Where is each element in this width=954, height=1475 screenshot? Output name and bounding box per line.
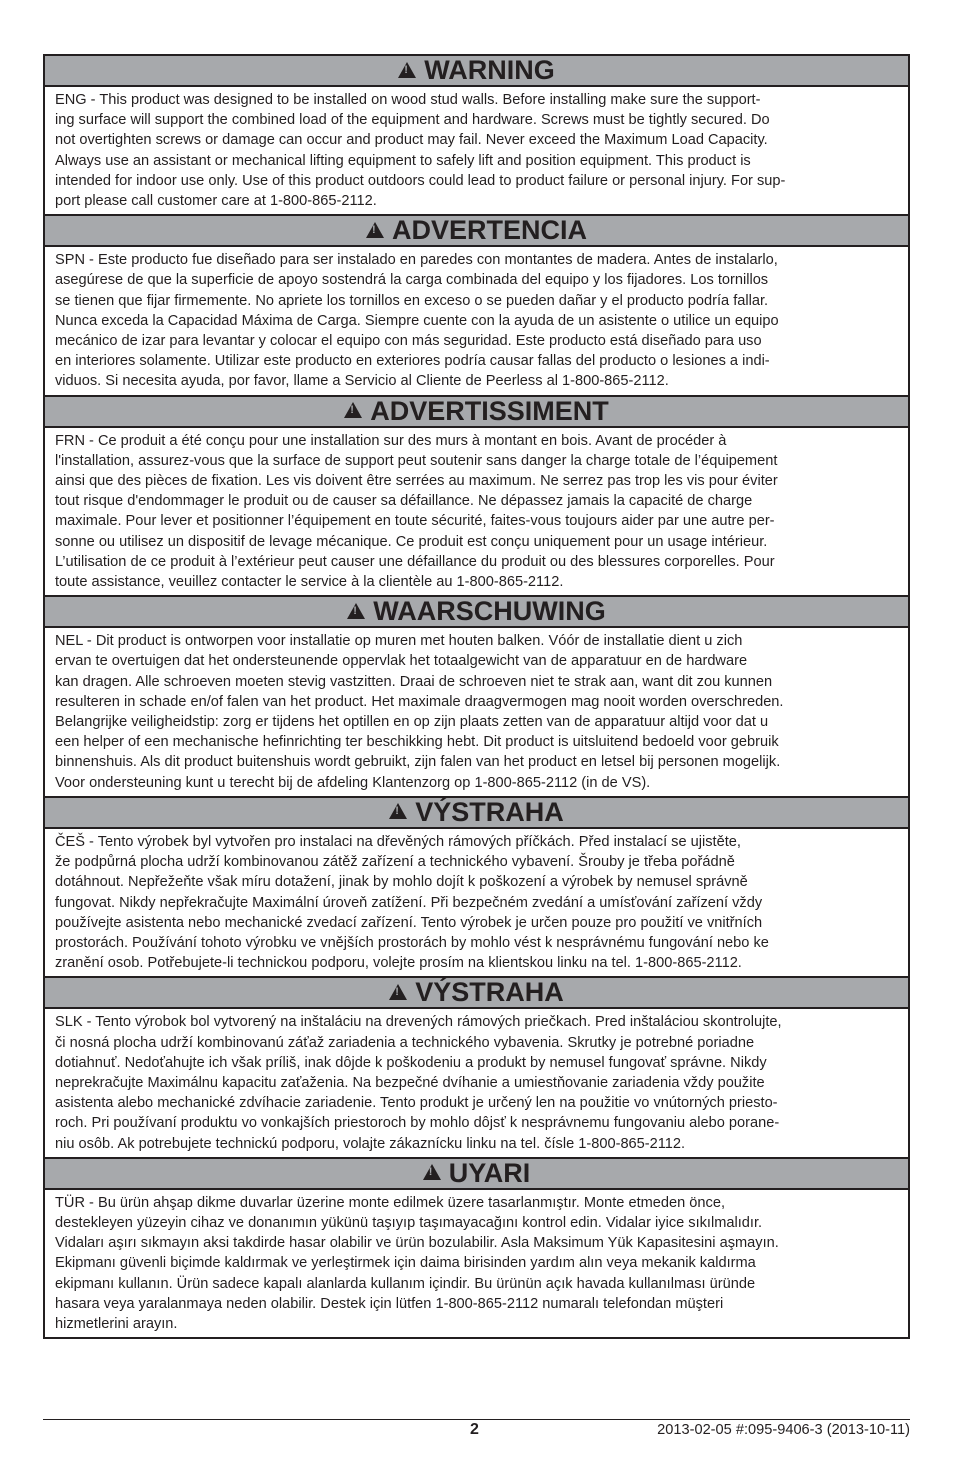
section-header: [45, 597, 908, 628]
section-text-line: niu osôb. Ak potrebujete technickú podporu, volajte zákaznícku linku na tel. čísle 1-800-865-2112.: [55, 1135, 686, 1152]
section-text-line: maximale. Pour lever et positionner l’équipement en toute sécurité, faites-vous toujours aider par une autre per-: [55, 513, 775, 530]
section-title: WAARSCHUWING: [373, 596, 606, 627]
section-text-line: NEL - Dit product is ontworpen voor installatie op muren met houten balken. Vóór de installatie dient u zich: [55, 633, 743, 650]
section-text-line: kan dragen. Alle schroeven moeten stevig vastzitten. Draai de schroeven niet te strak aan, want dit zou kunnen: [55, 673, 773, 690]
section-text-line: viduos. Si necesita ayuda, por favor, llame a Servicio al Cliente de Peerless al 1-800-865-2112.: [55, 373, 669, 390]
section-text-line: dotáhnout. Nepřežeňte však míru dotažení, jinak by mohlo dojít k poškození a výrobek by nemusel správně: [55, 874, 748, 891]
section-text-line: roch. Pri používaní produktu vo vonkajších priestoroch by mohlo dôjsť k nesprávnemu fungovaniu alebo porane-: [55, 1115, 780, 1132]
section-text-line: fungovat. Nikdy nepřekračujte Maximální úroveň zatížení. Při bezpečném zvedání a umísťování zařízení vždy: [55, 894, 763, 911]
section-text-line: TÜR - Bu ürün ahşap dikme duvarlar üzerine monte edilmek üzere tasarlanmıştır. Monte etmeden önce,: [55, 1194, 726, 1211]
section-text-line: SPN - Este producto fue diseñado para ser instalado en paredes con montantes de madera. Antes de instalarlo,: [55, 252, 778, 269]
section-title: ADVERTISSIMENT: [370, 395, 609, 426]
section-title: ADVERTENCIA: [391, 215, 587, 246]
warning-triangle-icon: [423, 1164, 441, 1180]
section-text-line: L’utilisation de ce produit à l’extérieur peut causer une défaillance du produit ou des blessures corporelles. Pour: [55, 553, 775, 570]
section-text-line: neprekračujte Maximálnu kapacitu zaťaženia. Na bezpečné dvíhanie a umiestňovanie zariadenia vždy použite: [55, 1074, 765, 1091]
section-header: [45, 1159, 908, 1190]
section-title: WARNING: [424, 55, 555, 85]
warning-triangle-icon: [398, 62, 416, 78]
section-header: [45, 397, 908, 428]
section-header: [45, 56, 908, 87]
section-text-line: en interiores solamente. Utilizar este producto en exteriores podría causar fallas del producto o lesiones a indi-: [55, 353, 770, 370]
section-text-line: intended for indoor use only. Use of this product outdoors could lead to product failure or personal injury. For sup-: [55, 172, 786, 189]
section-text-line: destekleyen yüzeyin cihaz ve donanımın yükünü taşıyıp taşımayacağını kontrol edin. Vidalar iyice sıkılmalıdır.: [55, 1214, 763, 1231]
section-text-line: SLK - Tento výrobok bol vytvorený na inštaláciu na drevených rámových priečkach. Pred inštaláciou skontrolujte,: [55, 1014, 782, 1031]
warnings-table: [43, 54, 910, 1339]
section-text-line: prostorách. Používání tohoto výrobku ve vnějších prostorách by mohlo vést k nesprávnému fungování nebo ke: [55, 934, 769, 951]
section-text-line: zranění osob. Potřebujete-li technickou podporu, volejte prosím na klientskou linku na tel. 1-800-865-2112.: [55, 955, 742, 972]
section-title: UYARI: [448, 1157, 531, 1188]
section-text-line: Always use an assistant or mechanical lifting equipment to safely lift and position equipment. This product is: [55, 152, 751, 169]
footer-rule: [43, 1419, 910, 1420]
section-text-line: ENG - This product was designed to be installed on wood stud walls. Before installing make sure the support-: [55, 92, 761, 108]
section-body: [45, 247, 908, 396]
section-text-line: ervan te overtuigen dat het ondersteunende oppervlak het totaalgewicht van de apparatuur en de hardware: [55, 653, 748, 670]
section-text-line: binnenshuis. Als dit product buitenshuis wordt gebruikt, zijn falen van het product en letsel bij personen mogelijk.: [55, 754, 781, 771]
section-text-line: port please call customer care at 1-800-865-2112.: [55, 193, 377, 210]
section-text-line: Nunca exceda la Capacidad Máxima de Carga. Siempre cuente con la ayuda de un asistente o utilice un equipo: [55, 312, 779, 329]
section-text-line: asegúrese de que la superficie de apoyo sostendrá la carga combinada del equipo y los fijadores. Los tornillos: [55, 272, 769, 289]
section-text-line: not overtighten screws or damage can occur and product may fail. Never exceed the Maximum Load Capacity.: [55, 132, 768, 149]
section-body: [45, 628, 908, 798]
document-reference: 2013-02-05 #:095-9406-3 (2013-10-11): [657, 1422, 910, 1438]
section-text-line: ČEŠ - Tento výrobek byl vytvořen pro instalaci na dřevěných rámových příčkách. Před instalací se ujistěte,: [55, 833, 741, 850]
section-text-line: toute assistance, veuillez contacter le service à la clientèle au 1-800-865-2112.: [55, 574, 564, 591]
section-text-line: dotiahnuť. Nedoťahujte ich však príliš, inak dôjde k poškodeniu a produkt by nemusel fungovať správne. Nikdy: [55, 1054, 767, 1071]
section-text-line: Voor ondersteuning kunt u terecht bij de afdeling Klantenzorg op 1-800-865-2112 (in de VS).: [55, 774, 651, 791]
warning-triangle-icon: [389, 803, 407, 819]
section-text-line: sonne ou utilisez un dispositif de levage mécanique. Ce produit est conçu uniquement pour un usage intérieur.: [55, 533, 768, 550]
section-header: [45, 798, 908, 829]
warning-triangle-icon: [389, 984, 407, 1000]
warning-triangle-icon: [344, 402, 362, 418]
section-text-line: mecánico de izar para levantar y colocar el equipo con más seguridad. Este producto está diseñado para uso: [55, 333, 762, 350]
section-body: [45, 829, 908, 978]
page-number: 2: [470, 1421, 479, 1438]
section-text-line: resulteren in schade en/of falen van het product. Het maximale draagvermogen mag nooit worden overschreden.: [55, 693, 784, 710]
section-title: VÝSTRAHA: [415, 977, 564, 1008]
section-text-line: se tienen que fijar firmemente. No apriete los tornillos en exceso o se pueden dañar y el producto podría fallar.: [55, 292, 769, 309]
section-text-line: een helper of een mechanische hefinrichting ter beschikking hebt. Dit product is uitsluitend bedoeld voor gebruik: [55, 734, 779, 751]
section-text-line: že podpůrná plocha udrží kombinovanou zátěž zařízení a technického vybavení. Šrouby je třeba pořádně: [55, 854, 735, 871]
section-text-line: hasara veya yaralanmaya neden olabilir. Destek için lütfen 1-800-865-2112 numaralı telefondan müşteri: [55, 1295, 724, 1312]
section-text-line: Belangrijke veiligheidstip: zorg er tijdens het optillen en op zijn plaats zetten van de apparatuur altijd voor dat u: [55, 714, 769, 731]
section-header: [45, 978, 908, 1009]
section-text-line: či nosná plocha udrží kombinovanú záťaž zariadenia a technického vybavenia. Skrutky je potrebné poriadne: [55, 1034, 755, 1051]
section-header: [45, 216, 908, 247]
warning-triangle-icon: [366, 222, 384, 238]
section-text-line: Ekipmanı güvenli biçimde kaldırmak ve yerleştirmek için daima birisinden yardım alın veya mekanik kaldırma: [55, 1255, 756, 1272]
section-body: [45, 428, 908, 598]
section-text-line: FRN - Ce produit a été conçu pour une installation sur des murs à montant en bois. Avant de procéder à: [55, 432, 727, 449]
section-text-line: hizmetlerini arayın.: [55, 1315, 178, 1332]
section-body: [45, 87, 908, 216]
section-body: [45, 1009, 908, 1158]
section-title: VÝSTRAHA: [415, 796, 564, 827]
section-text-line: tout risque d'endommager le produit ou de causer sa défaillance. Ne dépassez jamais la capacité de charge: [55, 493, 753, 510]
section-text-line: ainsi que des pièces de fixation. Les vis doivent être serrées au maximum. Ne serrez pas trop les vis pour éviter: [55, 473, 778, 490]
section-text-line: l'installation, assurez-vous que la surface de support peut soutenir sans danger la charge totale de l’équipement: [55, 452, 778, 469]
section-text-line: asistenta alebo mechanické zdvíhacie zariadenie. Tento produkt je určený len na použitie vo vnútorných priesto-: [55, 1095, 778, 1112]
section-text-line: ekipmanı kullanın. Ürün sadece kapalı alanlarda kullanım içindir. Bu ürünün açık havada kullanılması üründe: [55, 1275, 756, 1292]
section-text-line: Vidaları aşırı sıkmayın aksi takdirde hasar olabilir ve ürün bozulabilir. Asla Maksimum Yük Kapasitesini aşmayın.: [55, 1235, 779, 1252]
section-body: [45, 1190, 908, 1337]
section-text-line: ing surface will support the combined load of the equipment and hardware. Screws must be tightly secured. Do: [55, 112, 770, 129]
warning-triangle-icon: [347, 603, 365, 619]
section-text-line: používejte asistenta nebo mechanické zvedací zařízení. Tento výrobek je určen pouze pro použití ve vnitřních: [55, 914, 763, 931]
